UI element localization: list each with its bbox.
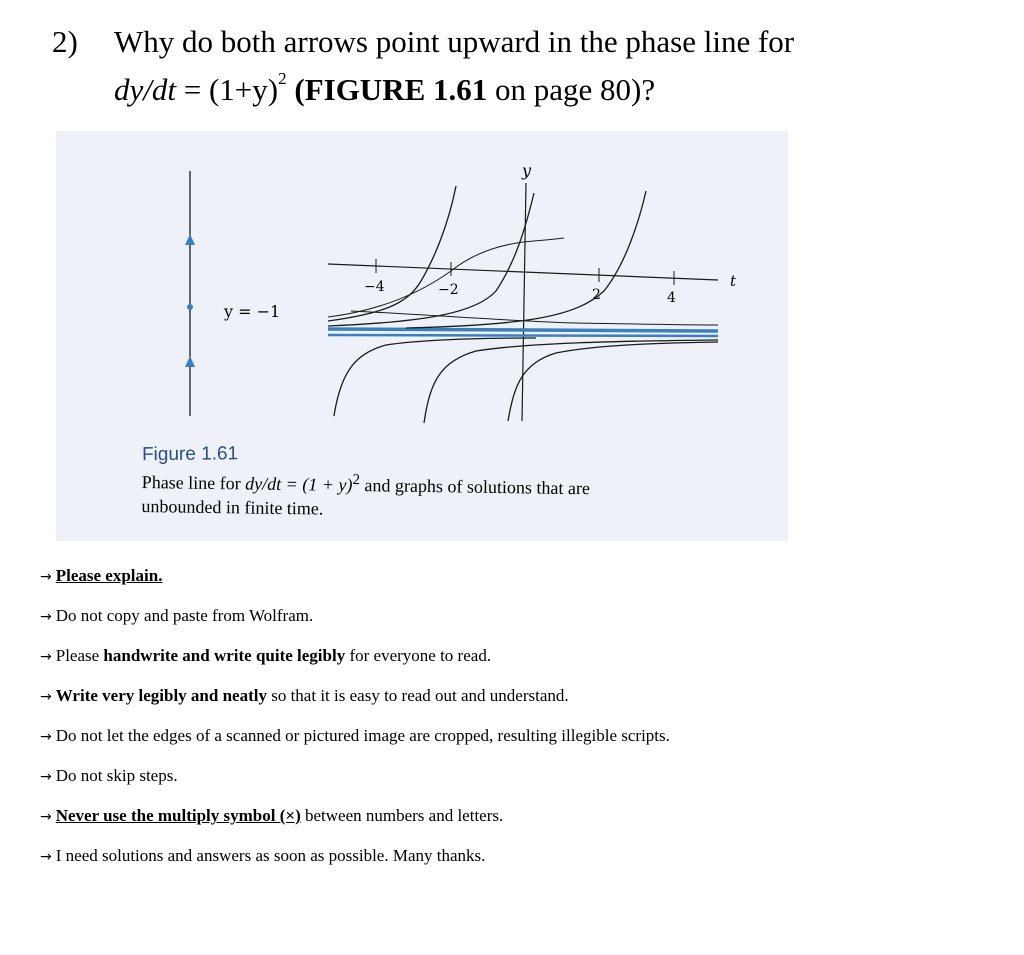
right-arrow-icon: → [40, 729, 52, 745]
instruction-text: Please [55, 646, 104, 665]
figure-reference-rest: on page 80)? [487, 72, 656, 107]
right-arrow-icon: → [40, 569, 52, 585]
instruction-item [40, 566, 162, 586]
t-axis-label: t [730, 272, 737, 290]
solution-curve [351, 311, 718, 325]
phase-arrow-up-lower-icon [185, 356, 195, 367]
equation-exponent: 2 [278, 69, 287, 88]
equation-lhs: dy/dt [114, 72, 176, 107]
solution-curve [328, 186, 456, 321]
instruction-item [40, 806, 503, 826]
solution-curve [328, 193, 534, 326]
instruction-item [40, 686, 569, 706]
right-arrow-icon: → [40, 689, 52, 705]
equilibrium-solution [328, 329, 718, 331]
equation-rhs: (1+y) [208, 72, 279, 107]
instruction-item [40, 766, 178, 786]
figure-caption [142, 441, 762, 518]
right-arrow-icon: → [40, 769, 52, 785]
phase-arrow-up-upper-icon [185, 234, 195, 245]
solution-curve [328, 238, 564, 317]
instruction-bold-underlined: Please explain. [55, 566, 163, 585]
tick-label: −2 [438, 282, 459, 298]
question-text: Why do both arrows point upward in the phase line for [114, 24, 795, 59]
instruction-text: Do not skip steps. [55, 766, 178, 785]
figure-title: Figure 1.61 [141, 443, 239, 466]
instruction-text: Do not let the edges of a scanned or pictured image are cropped, resulting illegible scripts. [55, 726, 670, 745]
instruction-item [40, 846, 485, 866]
right-arrow-icon: → [40, 609, 52, 625]
instruction-item [40, 646, 491, 666]
equilibrium-label: y = −1 [224, 302, 281, 321]
solution-curve [424, 340, 718, 423]
figure-image [56, 131, 788, 541]
instruction-text: between numbers and letters. [300, 806, 504, 825]
y-axis [522, 183, 526, 421]
equation-equals: = [176, 72, 209, 107]
right-arrow-icon: → [40, 809, 52, 825]
y-axis-label: y [522, 161, 532, 180]
caption-equation: dy/dt = (1 + y) [245, 473, 353, 495]
instruction-bold: Write very legibly and neatly [55, 686, 267, 705]
instruction-text: I need solutions and answers as soon as possible. Many thanks. [55, 846, 486, 865]
caption-line2: unbounded in finite time. [141, 495, 324, 519]
caption-exponent: 2 [352, 471, 361, 489]
caption-suffix: and graphs of solutions that are [359, 475, 591, 499]
caption-prefix: Phase line for [141, 471, 246, 494]
instruction-bold: handwrite and write quite legibly [103, 646, 346, 665]
figure-caption-text [141, 465, 762, 527]
question-equation-line [114, 68, 655, 117]
t-axis [328, 264, 718, 280]
tick-label: 4 [667, 290, 676, 306]
tick-label: 2 [592, 287, 601, 303]
instruction-item [40, 726, 670, 746]
tick-label: −4 [364, 279, 385, 295]
equilibrium-solution [328, 335, 718, 336]
right-arrow-icon: → [40, 649, 52, 665]
instruction-bold-underlined: Never use the multiply symbol (×) [55, 806, 301, 825]
instruction-item [40, 606, 313, 626]
equilibrium-point [187, 304, 193, 310]
instruction-text: Do not copy and paste from Wolfram. [55, 606, 314, 625]
right-arrow-icon: → [40, 849, 52, 865]
instruction-text: for everyone to read. [345, 646, 492, 665]
solution-curve [334, 338, 536, 416]
instruction-text: so that it is easy to read out and understand. [266, 686, 569, 705]
solution-curve [508, 342, 718, 421]
figure-reference-bold: (FIGURE 1.61 [294, 72, 488, 107]
question-number: 2) [52, 24, 78, 59]
